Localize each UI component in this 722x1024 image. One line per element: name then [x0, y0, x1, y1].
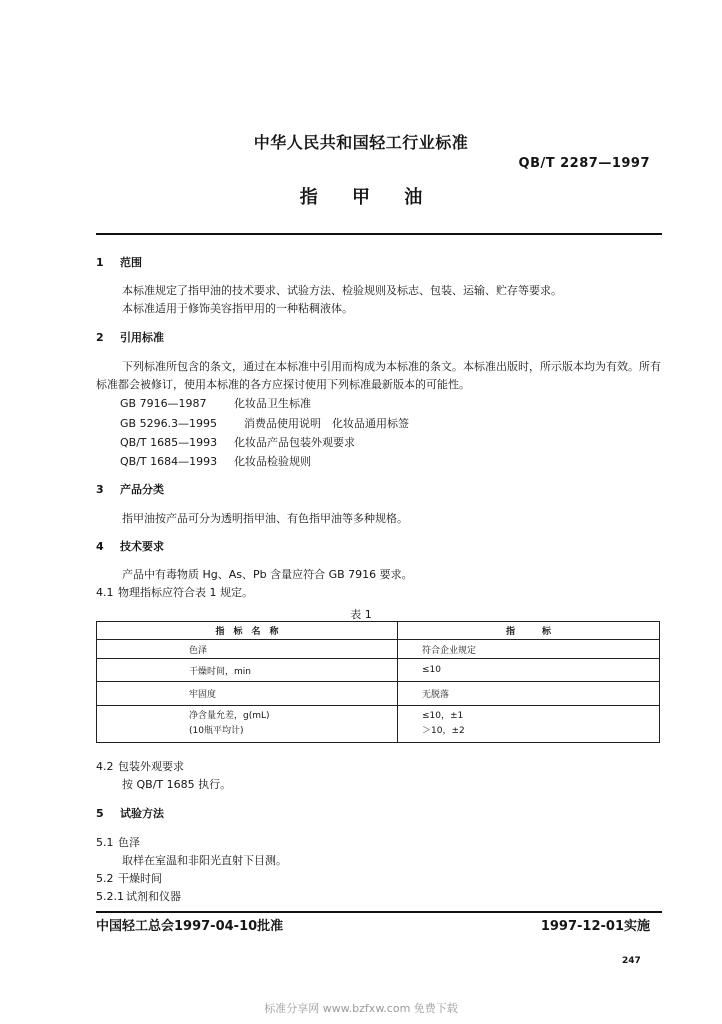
- section-2-heading: [96, 329, 164, 345]
- approval-date: 中国轻工总会1997-04-10批准: [96, 919, 284, 934]
- clause-4-2: [96, 758, 184, 774]
- section-title: 技术要求: [120, 540, 164, 553]
- clause-5-2-1: [96, 888, 181, 904]
- section-4-para-1: 产品中有毒物质 Hg、As、Pb 含量应符合 GB 7916 要求。: [122, 568, 413, 581]
- cell-line: ＞10，±2: [422, 726, 465, 736]
- reference-name: 化妆品产品包装外观要求: [234, 436, 355, 449]
- clause-number: 5.1: [96, 836, 114, 849]
- clause-4-1: [96, 584, 253, 600]
- table-cell-name: 干燥时间，min: [97, 659, 398, 682]
- section-1-para-1: 本标准规定了指甲油的技术要求、试验方法、检验规则及标志、包装、运输、贮存等要求。: [122, 284, 562, 297]
- section-number: 5: [96, 807, 104, 820]
- physical-index-table: [96, 621, 660, 743]
- clause-number: 4.1: [96, 586, 114, 599]
- table-header-row: [97, 622, 660, 640]
- reference-item: [120, 453, 311, 469]
- table-cell-value: 符合企业规定: [398, 640, 660, 659]
- section-title: 范围: [120, 256, 142, 269]
- effective-date: 1997-12-01实施: [540, 919, 650, 934]
- reference-name: 化妆品卫生标准: [234, 397, 311, 410]
- footer-rule: [96, 911, 662, 913]
- column-header-value: 指 标: [398, 622, 660, 640]
- reference-item: [120, 415, 409, 431]
- section-title: 引用标准: [120, 331, 164, 344]
- clause-4-2-body: 按 QB/T 1685 执行。: [122, 778, 232, 791]
- cell-line: ≤10，±1: [422, 711, 464, 721]
- clause-text: 包装外观要求: [118, 760, 184, 773]
- clause-text: 色泽: [118, 836, 140, 849]
- watermark-link[interactable]: 标准分享网 www.bzfxw.com 免费下载: [264, 1002, 458, 1015]
- section-title: 试验方法: [120, 807, 164, 820]
- table-cell-name: 色泽: [97, 640, 398, 659]
- clause-text: 物理指标应符合表 1 规定。: [118, 586, 253, 599]
- table-row: [97, 659, 660, 682]
- table-cell-value: [398, 706, 660, 743]
- section-5-heading: [96, 805, 164, 821]
- section-3-heading: [96, 481, 164, 497]
- section-number: 3: [96, 483, 104, 496]
- reference-code: GB 5296.3—1995: [120, 417, 218, 430]
- cell-line: (10瓶平均计): [189, 726, 244, 736]
- reference-item: [120, 395, 311, 411]
- section-number: 2: [96, 331, 104, 344]
- clause-5-2: [96, 870, 162, 886]
- clause-text: 干燥时间: [118, 872, 162, 885]
- cell-line: 净含量允差，g(mL): [189, 711, 270, 721]
- section-number: 1: [96, 256, 104, 269]
- table-row: [97, 682, 660, 706]
- table-cell-value: 无脱落: [398, 682, 660, 706]
- table-cell-name: 牢固度: [97, 682, 398, 706]
- reference-code: GB 7916—1987: [120, 397, 207, 410]
- clause-5-1: [96, 834, 140, 850]
- clause-number: 5.2.1: [96, 890, 124, 903]
- table-caption: 表 1: [350, 608, 372, 621]
- clause-number: 4.2: [96, 760, 114, 773]
- reference-item: [120, 434, 355, 450]
- reference-code: QB/T 1685—1993: [120, 436, 218, 449]
- page-number: 247: [622, 956, 641, 966]
- table-row: [97, 706, 660, 743]
- table-cell-name: [97, 706, 398, 743]
- reference-name: 化妆品检验规则: [234, 455, 311, 468]
- table-row: [97, 640, 660, 659]
- section-number: 4: [96, 540, 104, 553]
- standard-code: QB/T 2287—1997: [518, 156, 650, 171]
- issuing-organization: 中华人民共和国轻工行业标准: [253, 133, 469, 152]
- header-rule: [96, 233, 662, 235]
- reference-code: QB/T 1684—1993: [120, 455, 218, 468]
- section-title: 产品分类: [120, 483, 164, 496]
- clause-5-1-body: 取样在室温和非阳光直射下目测。: [122, 854, 287, 867]
- section-1-heading: [96, 254, 142, 270]
- clause-text: 试剂和仪器: [126, 890, 181, 903]
- section-4-heading: [96, 538, 164, 554]
- document-title: 指 甲 油: [299, 187, 423, 208]
- section-2-para-1: 下列标准所包含的条文，通过在本标准中引用而构成为本标准的条文。本标准出版时，所示版本均为有效。所有标准都会被修订，使用本标准的各方应探讨使用下列标准最新版本的可能性。: [96, 360, 661, 391]
- reference-name: 消费品使用说明 化妆品通用标签: [244, 417, 409, 430]
- table-cell-value: ≤10: [398, 659, 660, 682]
- column-header-name: 指 标 名 称: [97, 622, 398, 640]
- section-1-para-2: 本标准适用于修饰美容指甲用的一种粘稠液体。: [122, 302, 353, 315]
- clause-number: 5.2: [96, 872, 114, 885]
- section-3-para-1: 指甲油按产品可分为透明指甲油、有色指甲油等多种规格。: [122, 512, 408, 525]
